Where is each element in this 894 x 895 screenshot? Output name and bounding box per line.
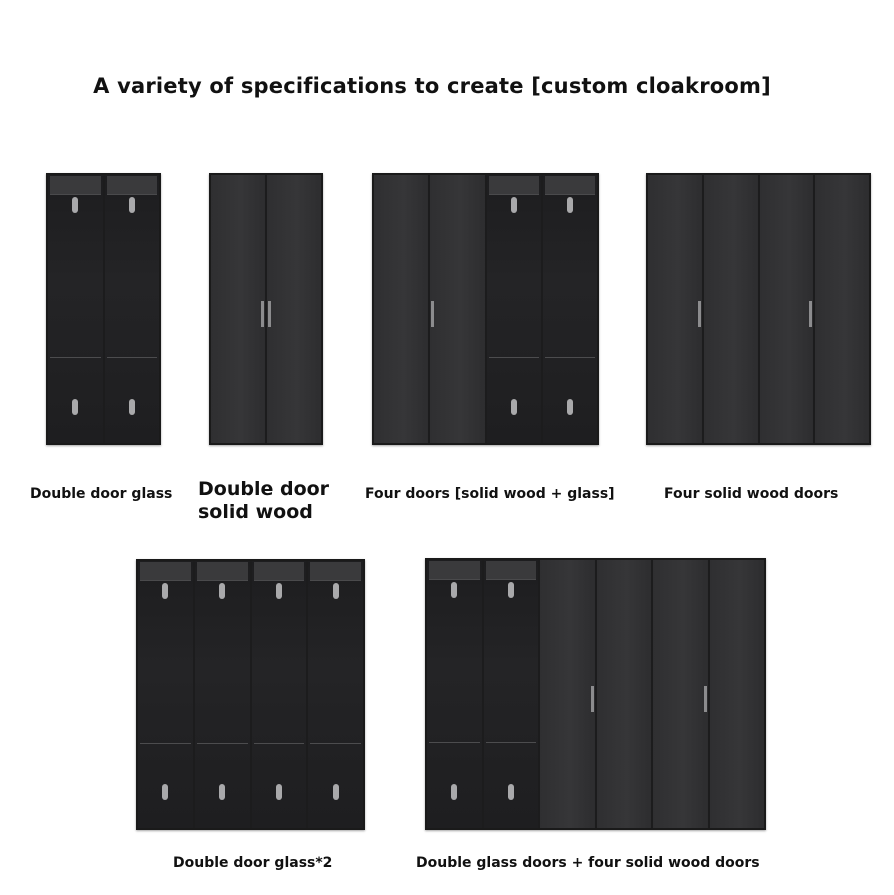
hanger-hook-icon (219, 784, 225, 800)
cabinet-double-door-glass-x2 (136, 559, 365, 830)
cabinet-label: Double door glass*2 (173, 855, 333, 871)
wood-door (430, 175, 486, 443)
glass-door (48, 175, 105, 443)
hanger-hook-icon (72, 399, 78, 415)
wood-door (710, 560, 765, 828)
hanger-hook-icon (511, 399, 517, 415)
wood-door (211, 175, 267, 443)
wood-door (540, 560, 597, 828)
glass-door (138, 561, 195, 828)
glass-door (308, 561, 363, 828)
hanger-hook-icon (567, 197, 573, 213)
hanger-hook-icon (162, 784, 168, 800)
glass-door (487, 175, 543, 443)
hanger-hook-icon (451, 784, 457, 800)
wood-door (267, 175, 321, 443)
hanger-hook-icon (72, 197, 78, 213)
wood-door (374, 175, 430, 443)
door-handle (704, 686, 707, 712)
door-handle (261, 301, 264, 327)
cabinet-label: Double door solid wood (198, 478, 330, 523)
door-handle (591, 686, 594, 712)
hanger-hook-icon (129, 197, 135, 213)
cabinet-label: Four solid wood doors (664, 486, 839, 502)
wood-door (704, 175, 760, 443)
door-handle (431, 301, 434, 327)
glass-door (252, 561, 309, 828)
wood-door (760, 175, 816, 443)
hanger-hook-icon (162, 583, 168, 599)
cabinet-label: Double door glass (30, 486, 173, 502)
hanger-hook-icon (333, 583, 339, 599)
wood-door (648, 175, 704, 443)
hanger-hook-icon (219, 583, 225, 599)
cabinet-label: Double glass doors + four solid wood doors (416, 855, 760, 871)
wood-door (815, 175, 869, 443)
cabinet-label: Four doors [solid wood + glass] (365, 486, 615, 502)
cabinet-four-doors-wood-glass (372, 173, 599, 445)
cabinet-glass-and-wood-six-doors (425, 558, 766, 830)
hanger-hook-icon (508, 784, 514, 800)
door-handle (268, 301, 271, 327)
glass-door (543, 175, 597, 443)
hanger-hook-icon (451, 582, 457, 598)
cabinet-double-door-solid-wood (209, 173, 323, 445)
page-title: A variety of specifications to create [custom cloakroom] (93, 74, 771, 98)
hanger-hook-icon (511, 197, 517, 213)
hanger-hook-icon (333, 784, 339, 800)
glass-door (484, 560, 541, 828)
hanger-hook-icon (276, 583, 282, 599)
door-handle (809, 301, 812, 327)
hanger-hook-icon (567, 399, 573, 415)
glass-door (195, 561, 252, 828)
hanger-hook-icon (276, 784, 282, 800)
wood-door (653, 560, 710, 828)
wood-door (597, 560, 654, 828)
hanger-hook-icon (508, 582, 514, 598)
glass-door (427, 560, 484, 828)
cabinet-double-door-glass (46, 173, 161, 445)
cabinet-four-solid-wood-doors (646, 173, 871, 445)
hanger-hook-icon (129, 399, 135, 415)
door-handle (698, 301, 701, 327)
glass-door (105, 175, 160, 443)
